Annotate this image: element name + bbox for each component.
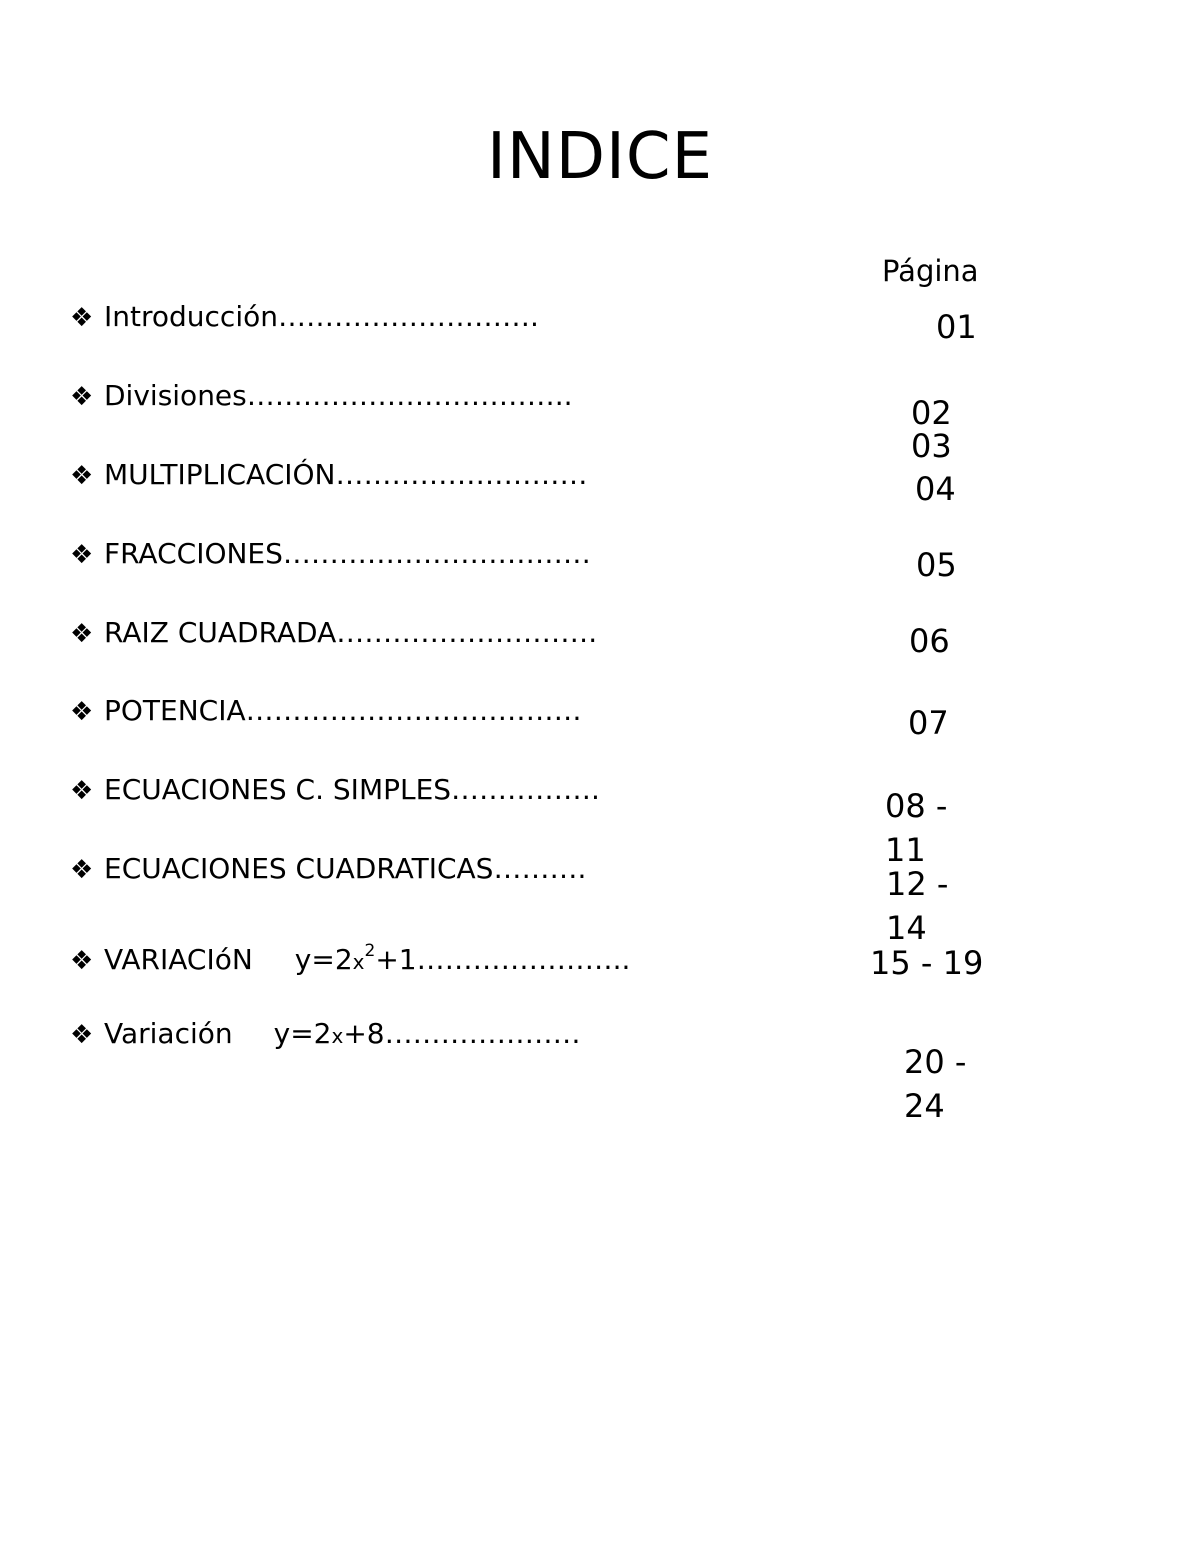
toc-entry-label: FRACCIONES…………………………… <box>104 537 591 570</box>
page-number: 04 <box>915 470 956 508</box>
toc-entry <box>70 773 600 808</box>
diamond-bullet-icon: ❖ <box>70 776 94 806</box>
toc-entry-label: ECUACIONES C. SIMPLES……………. <box>104 773 600 806</box>
page-number: 03 <box>911 427 952 465</box>
page-number: 12 - 14 <box>886 865 949 947</box>
diamond-bullet-icon: ❖ <box>70 855 94 885</box>
page-number: 05 <box>916 546 957 584</box>
equation-suffix: +8………………… <box>343 1017 581 1050</box>
page-number: 06 <box>909 622 950 660</box>
toc-entry <box>70 694 582 729</box>
toc-entry <box>70 458 588 493</box>
toc-entry-label: Variación <box>104 1017 233 1050</box>
diamond-bullet-icon: ❖ <box>70 946 94 976</box>
toc-entry <box>70 934 630 979</box>
diamond-bullet-icon: ❖ <box>70 540 94 570</box>
toc-entry <box>70 300 539 335</box>
toc-entry-label: Introducción………………………. <box>104 300 539 333</box>
page-number <box>911 394 952 465</box>
page-number: 02 <box>911 394 952 432</box>
toc-entry-label: ECUACIONES CUADRATICAS………. <box>104 852 587 885</box>
toc-entry-label: VARIACIóN <box>104 943 253 976</box>
toc-entry <box>70 537 591 572</box>
equation-prefix: y=2 <box>294 943 353 976</box>
toc-entry-label: RAIZ CUADRADA………………………. <box>104 616 598 649</box>
page-number: 07 <box>908 704 949 742</box>
page-number: 20 - 24 <box>904 1043 967 1125</box>
page-number: 15 - 19 <box>870 944 984 982</box>
toc-entry <box>70 379 573 414</box>
toc-entry-label: Divisiones…………………………….. <box>104 379 573 412</box>
equation-exponent: 2 <box>364 941 376 961</box>
diamond-bullet-icon: ❖ <box>70 1020 94 1050</box>
toc-entry <box>70 852 586 887</box>
page-number: 01 <box>936 308 977 346</box>
toc-entry <box>70 616 597 651</box>
page-number: 08 - 11 <box>885 787 948 869</box>
page-title: INDICE <box>486 120 714 194</box>
diamond-bullet-icon: ❖ <box>70 697 94 727</box>
page-column-header: Página <box>882 254 979 288</box>
diamond-bullet-icon: ❖ <box>70 303 94 333</box>
toc-entry-label: POTENCIA……………………………… <box>104 694 582 727</box>
diamond-bullet-icon: ❖ <box>70 461 94 491</box>
toc-entry-label: MULTIPLICACIÓN……………………… <box>104 458 588 491</box>
equation-suffix: +1………………….. <box>375 943 631 976</box>
diamond-bullet-icon: ❖ <box>70 619 94 649</box>
equation-variable: x <box>352 950 365 974</box>
equation-variable: x <box>331 1024 344 1048</box>
equation-prefix: y=2 <box>273 1017 332 1050</box>
diamond-bullet-icon: ❖ <box>70 382 94 412</box>
toc-entry <box>70 1017 581 1053</box>
